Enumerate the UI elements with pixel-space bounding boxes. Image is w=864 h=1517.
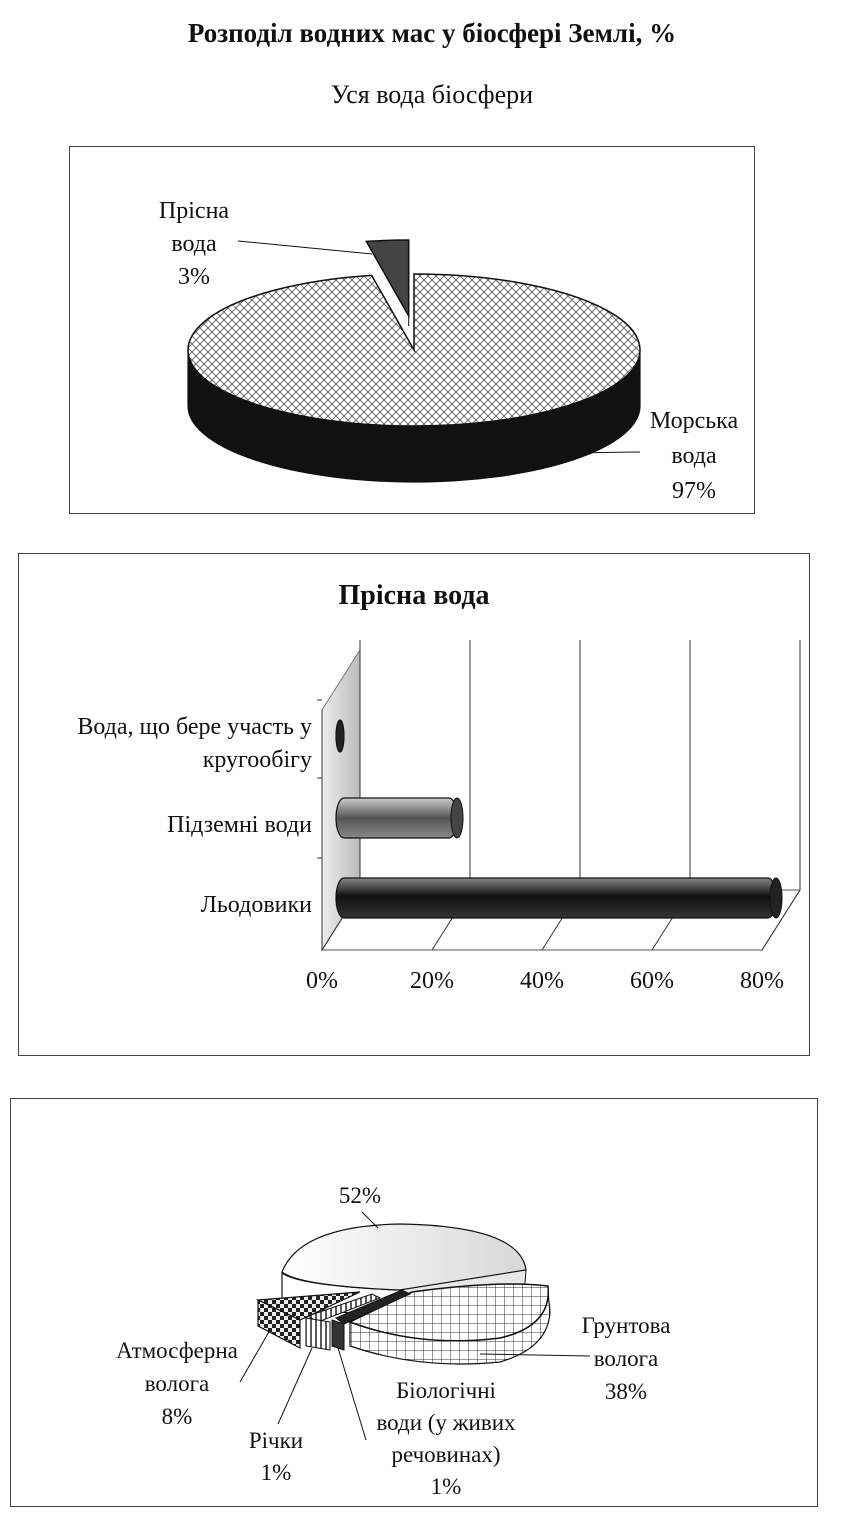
fresh-water-label-1: вода	[171, 231, 217, 257]
chart3-leader-bio	[338, 1348, 366, 1440]
chart2-category-label-0-0: Вода, що бере участь у	[77, 714, 312, 740]
chart3-label-atm-1: волога	[144, 1371, 210, 1396]
chart2-bar	[77, 580, 800, 994]
chart3-pie	[116, 1183, 670, 1499]
sea-water-label-0: Морська	[649, 408, 739, 434]
fresh-water-leader	[238, 241, 372, 254]
chart1-pie	[159, 198, 739, 504]
chart3-label-bio-2: речовинах)	[391, 1442, 501, 1467]
chart2-xtick-4: 80%	[740, 968, 784, 994]
chart3-label-bio-0: Біологічні	[396, 1378, 496, 1403]
chart2-bar-0	[336, 720, 344, 752]
sea-water-label-1: вода	[671, 443, 717, 469]
chart3-label-52: 52%	[338, 1183, 382, 1208]
chart3-label-soil-0: Грунтова	[581, 1313, 671, 1338]
chart3-label-atm-0: Атмосферна	[116, 1338, 238, 1363]
chart2-category-label-2-0: Льодовики	[200, 892, 312, 918]
chart3-label-soil-1: волога	[593, 1346, 659, 1371]
chart3-leader-atm	[240, 1330, 270, 1382]
chart2-bar-1	[336, 798, 457, 838]
chart2-category-label-0-1: кругообігу	[202, 747, 312, 773]
page-title: Розподіл водних мас у біосфері Землі, %	[187, 18, 677, 48]
sea-water-slice	[188, 274, 640, 426]
chart2-bar-cap-2	[770, 878, 782, 918]
fresh-water-label-0: Прісна	[158, 198, 230, 224]
chart3-label-bio-3: 1%	[430, 1474, 462, 1499]
chart3-label-bio-1: води (у живих	[376, 1410, 516, 1435]
chart3-leader-rivers	[278, 1348, 312, 1424]
chart2-xtick-3: 60%	[630, 968, 674, 994]
chart3-label-soil-2: 38%	[604, 1379, 648, 1404]
chart1-title: Уся вода біосфери	[330, 80, 534, 109]
chart3-label-atm-2: 8%	[161, 1404, 193, 1429]
chart2-xtick-2: 40%	[520, 968, 564, 994]
chart2-bar-cap-1	[451, 798, 463, 838]
chart2-category-label-1-0: Підземні води	[167, 812, 312, 838]
chart2-title: Прісна вода	[338, 580, 490, 611]
sea-water-label-2: 97%	[672, 478, 716, 504]
chart3-label-rivers-1: 1%	[260, 1460, 292, 1485]
chart2-bar-2	[336, 878, 776, 918]
chart3-label-rivers-0: Річки	[248, 1428, 304, 1453]
chart3-slice-rivers-side	[306, 1318, 330, 1350]
chart2-xtick-1: 20%	[410, 968, 454, 994]
fresh-water-label-2: 3%	[178, 264, 210, 290]
chart2-xtick-0: 0%	[306, 968, 338, 994]
chart3-slice-bio-side	[332, 1320, 344, 1350]
